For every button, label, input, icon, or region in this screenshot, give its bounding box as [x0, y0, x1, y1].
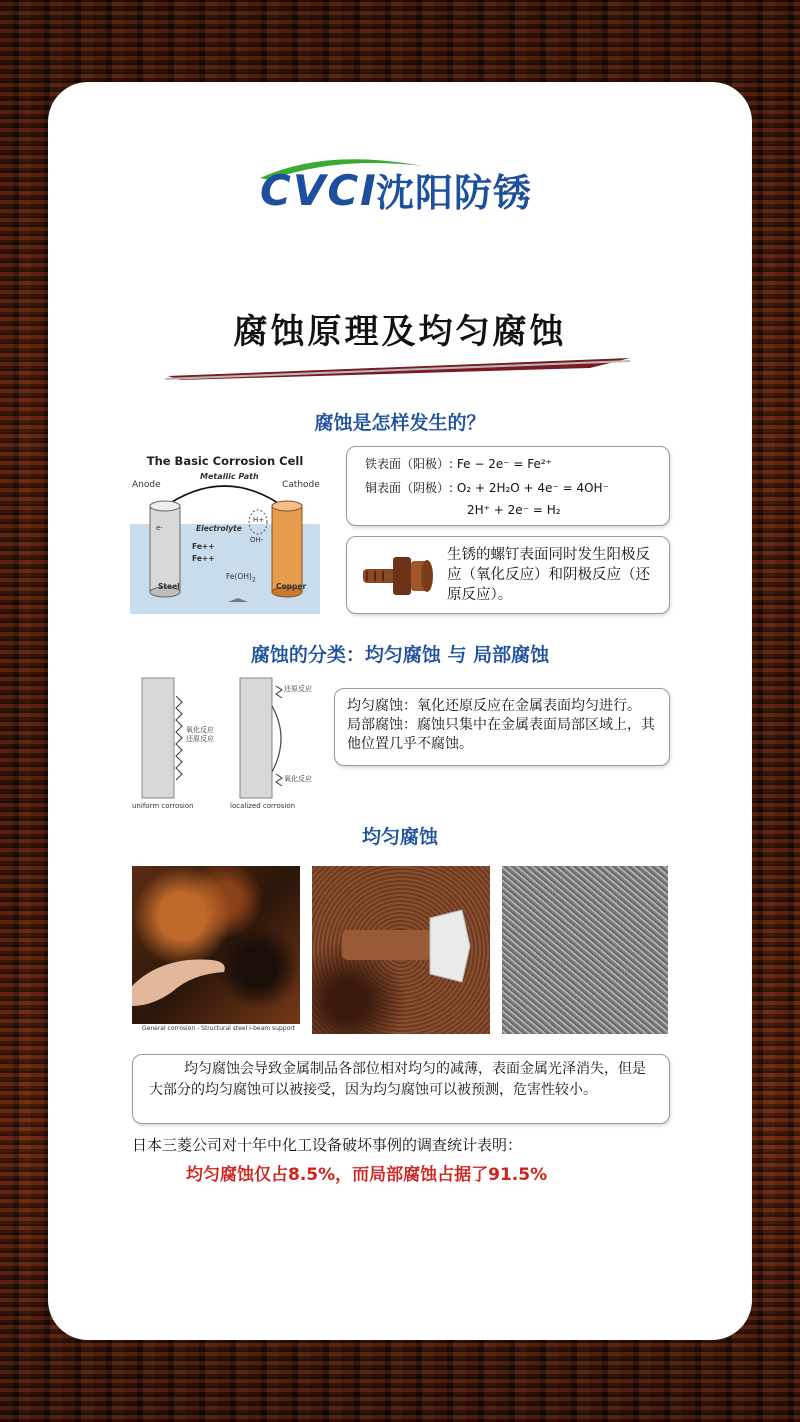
- anode-formula: 铁表面（阳极）: Fe − 2e⁻ = Fe²⁺: [365, 457, 552, 471]
- rusty-bolt-icon: [359, 547, 437, 603]
- hplus-label: H+: [253, 516, 265, 524]
- section-title-uniform: 均匀腐蚀: [361, 826, 438, 848]
- section-title-how: 腐蚀是怎样发生的？: [314, 412, 486, 434]
- copper-label: Copper: [276, 582, 307, 591]
- electron-label: e-: [156, 524, 163, 532]
- precipitate-label: $Fe(OH)_2$: [226, 572, 256, 584]
- localized-definition: 局部腐蚀：腐蚀只集中在金属表面局部区域上，其他位置几乎不腐蚀。: [347, 717, 655, 752]
- formula-box: [346, 446, 670, 526]
- title-underline: [160, 354, 630, 380]
- anode-label: Anode: [132, 480, 161, 490]
- hand-finger-icon: [132, 946, 242, 1006]
- photo-rusted-bolt: [312, 866, 490, 1034]
- cathode-label: Cathode: [282, 480, 320, 490]
- oxidation-label: 氧化反应: [284, 775, 312, 783]
- ion-label-2: Fe++: [192, 554, 215, 563]
- uniform-paragraph: 均匀腐蚀会导致金属制品各部位相对均匀的减薄，表面金属光泽消失，但是大部分的均匀腐蚀可以被接受，因为均匀腐蚀可以被预测，危害性较小。: [149, 1061, 646, 1098]
- classification-box: [334, 688, 670, 766]
- photo-caption: General corrosion - Structural steel I-beam support: [142, 1025, 296, 1032]
- stats-intro: 日本三菱公司对十年中化工设备破坏事例的调查统计表明：: [132, 1136, 523, 1154]
- steel-label: Steel: [158, 582, 180, 591]
- localized-caption: localized corrosion: [230, 802, 296, 810]
- stats-highlight: 均匀腐蚀仅占8.5%，而局部腐蚀占据了91.5%: [186, 1165, 548, 1185]
- uniform-paragraph-box: [132, 1054, 670, 1124]
- corrosion-cell-diagram: [130, 452, 320, 614]
- uniform-caption: uniform corrosion: [132, 802, 194, 810]
- logo: [48, 144, 752, 214]
- section-title-classification: 腐蚀的分类：均匀腐蚀 与 局部腐蚀: [250, 644, 550, 666]
- photo-microscope-surface: [502, 866, 668, 1034]
- bolt-shape-icon: [342, 906, 472, 986]
- logo-latin-text: CVCI: [260, 166, 378, 215]
- oh-label: OH-: [250, 536, 264, 544]
- corrosion-type-graphic: [130, 676, 336, 806]
- ion-label-1: Fe++: [192, 542, 215, 551]
- cathode-formula: 铜表面（阴极）: O₂ + 2H₂O + 4e⁻ = 4OH⁻: [365, 481, 609, 495]
- oxidation-reduction-label: 氧化反应 还原反应: [186, 726, 214, 743]
- photo-rusted-beam: [132, 866, 300, 1034]
- rust-bolt-text: 生锈的螺钉表面同时发生阳极反应（氧化反应）和阴极反应（还原反应）。: [447, 547, 650, 603]
- hydrogen-formula: 2H⁺ + 2e⁻ = H₂: [467, 503, 561, 517]
- poster-card: [48, 82, 752, 1340]
- electrolyte-label: Electrolyte: [196, 524, 242, 533]
- cell-diagram-title: The Basic Corrosion Cell: [146, 454, 304, 468]
- cell-diagram-graphic: [130, 470, 320, 614]
- corrosion-type-diagram: [130, 676, 336, 818]
- metallic-path-label: Metallic Path: [200, 472, 259, 481]
- uniform-definition: 均匀腐蚀：氧化还原反应在金属表面均匀进行。: [347, 698, 641, 714]
- logo-cn-text: 沈阳防锈: [376, 171, 533, 215]
- rust-bolt-box: [346, 536, 670, 614]
- page-title: 腐蚀原理及均匀腐蚀: [233, 312, 567, 352]
- reduction-label: 还原反应: [284, 685, 312, 693]
